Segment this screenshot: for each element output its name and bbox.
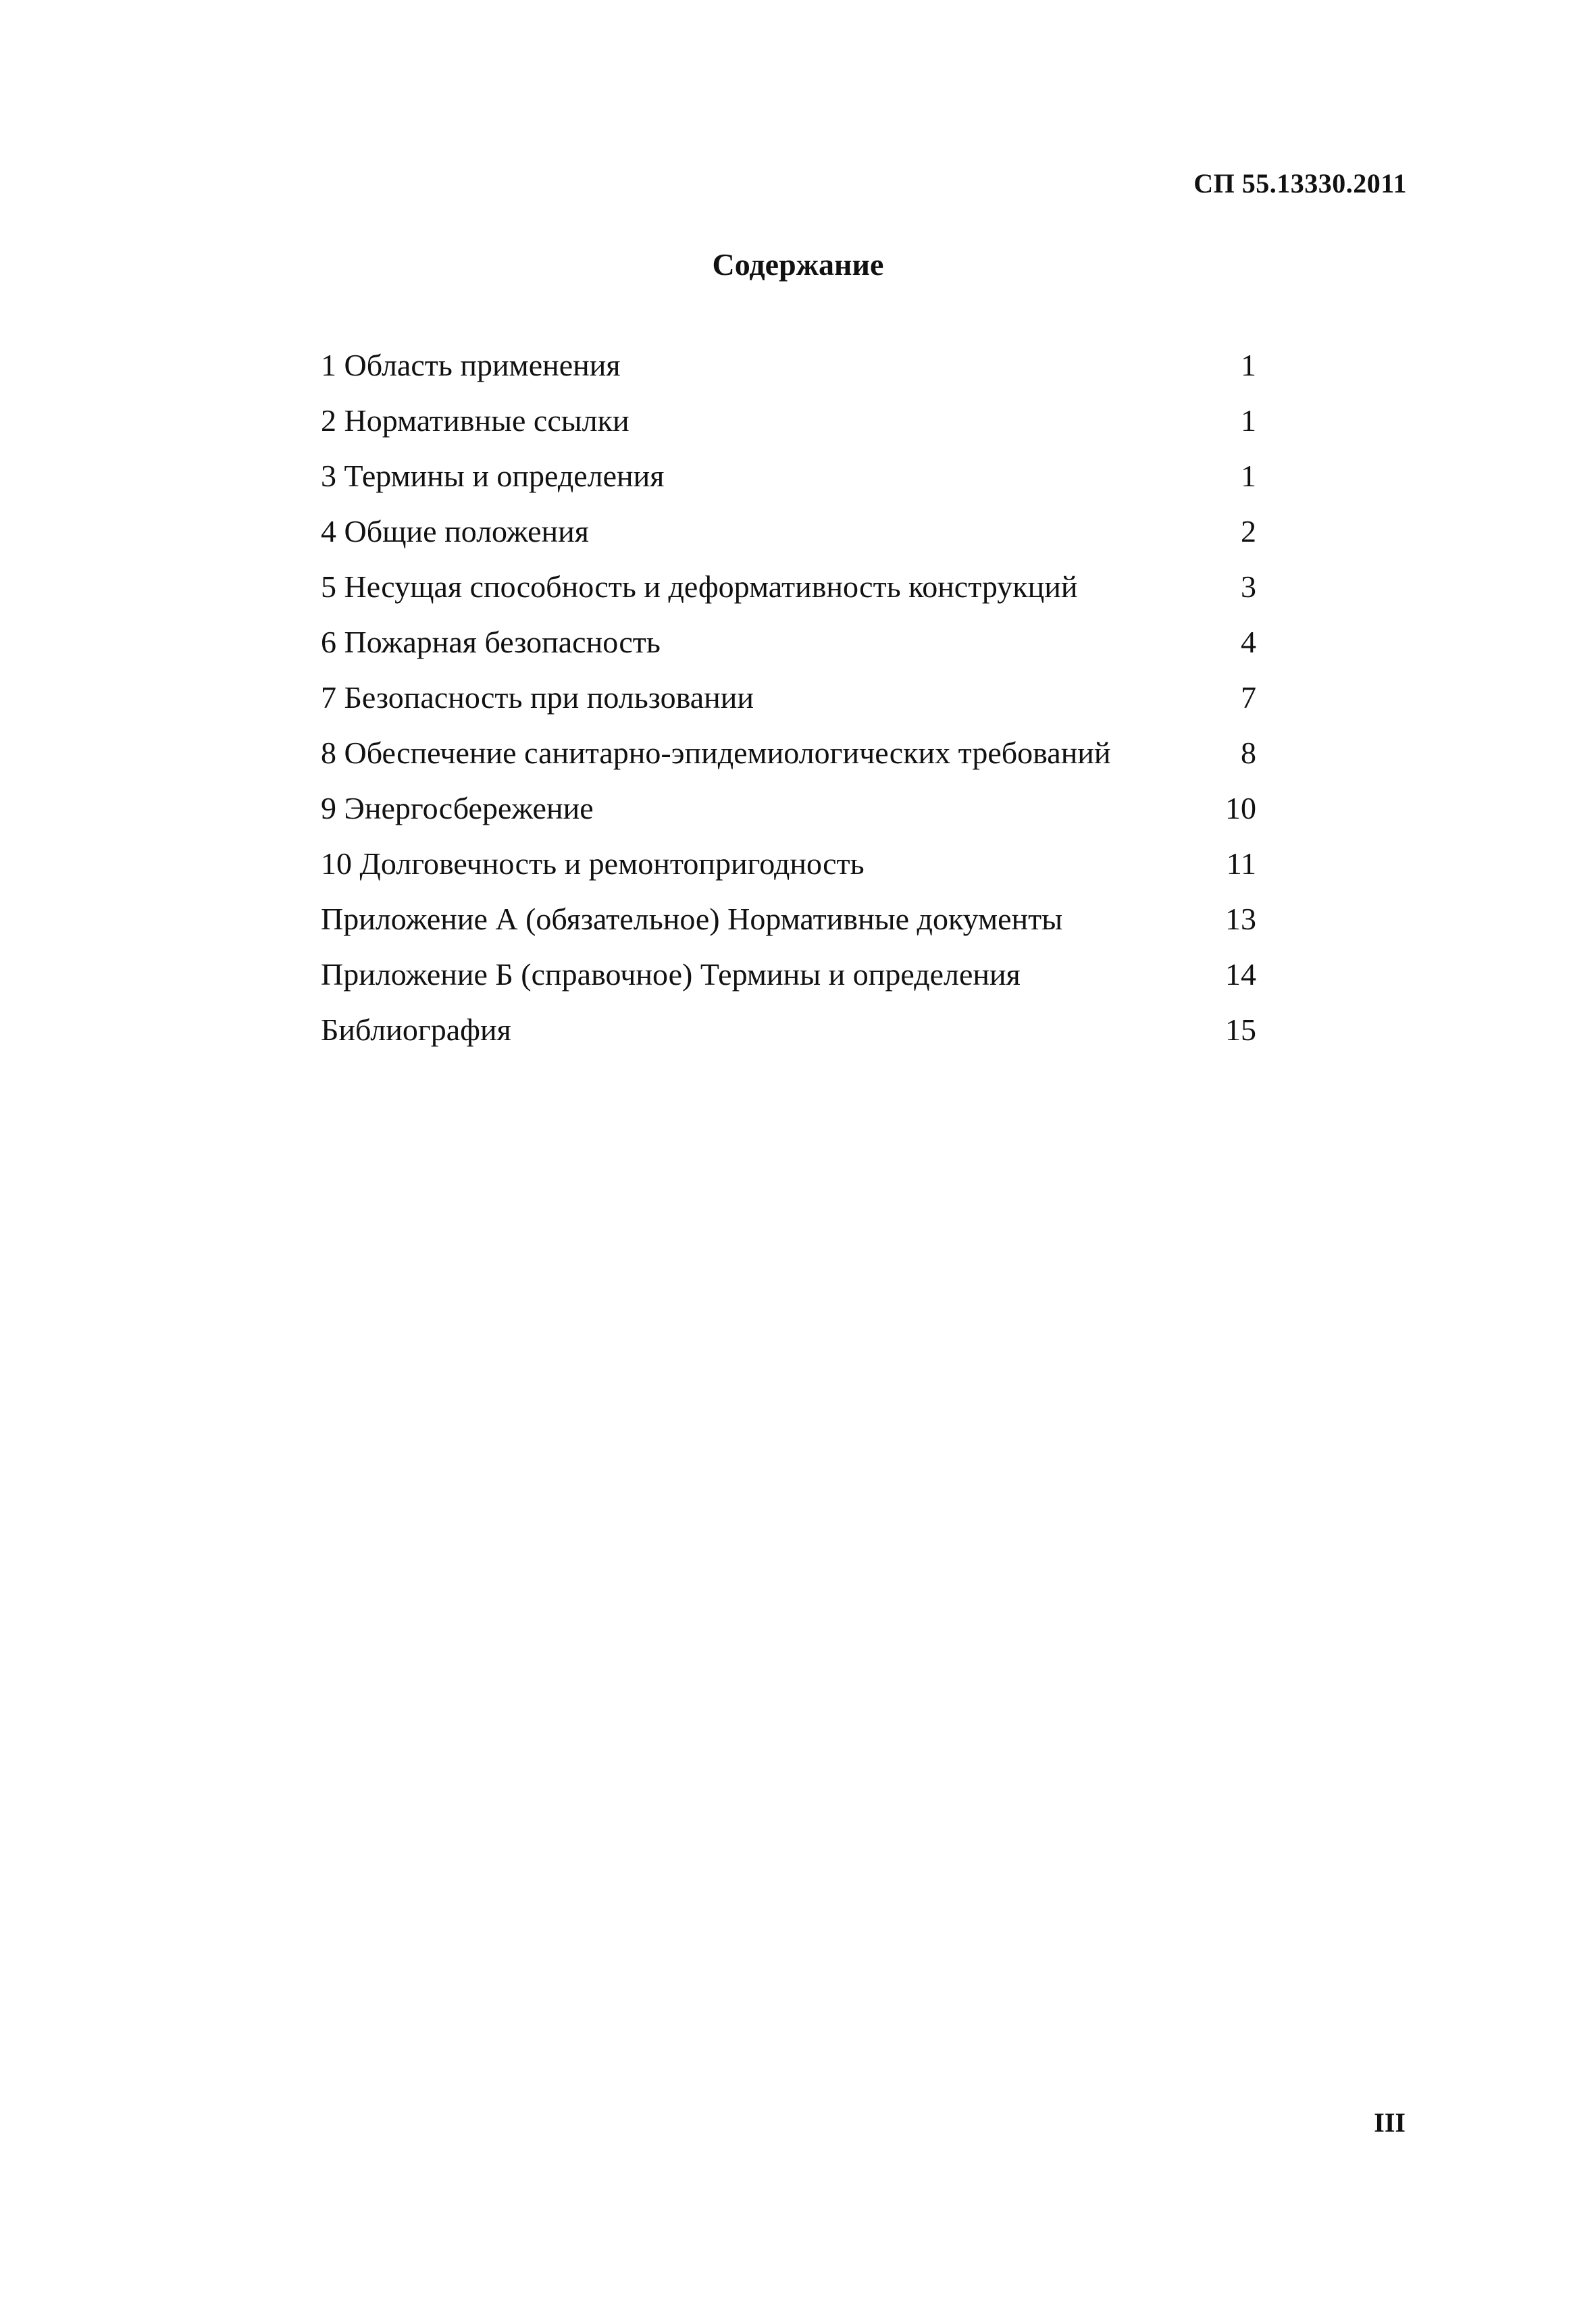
toc-entry-label: 1 Область применения — [321, 348, 621, 382]
toc-entry-appendix-b[interactable] — [321, 947, 1256, 1002]
toc-entry-page: 10 — [1225, 791, 1256, 825]
toc-entry-scope[interactable] — [321, 338, 1256, 393]
toc-title: Содержание — [712, 247, 884, 282]
toc-entry-page: 14 — [1225, 957, 1256, 992]
toc-entry-label: 7 Безопасность при пользовании — [321, 680, 754, 715]
toc-entry-use-safety[interactable] — [321, 670, 1256, 725]
toc-entry-label: 5 Несущая способность и деформативность конструкций — [321, 569, 1078, 604]
toc-entry-energy-saving[interactable] — [321, 781, 1256, 836]
toc-entry-label: 3 Термины и определения — [321, 459, 665, 493]
toc-entry-label: Приложение А (обязательное) Нормативные документы — [321, 902, 1063, 936]
document-code: СП 55.13330.2011 — [1193, 168, 1407, 199]
toc-entry-label: 10 Долговечность и ремонтопригодность — [321, 846, 865, 881]
toc-entry-fire-safety[interactable] — [321, 615, 1256, 670]
toc-entry-label: Приложение Б (справочное) Термины и определения — [321, 957, 1021, 992]
toc-entry-page: 4 — [1241, 625, 1256, 659]
toc-entry-bibliography[interactable] — [321, 1002, 1256, 1058]
toc-entry-label: 8 Обеспечение санитарно-эпидемиологических требований — [321, 736, 1111, 770]
toc-entry-page: 1 — [1241, 403, 1256, 438]
toc-entry-normative-references[interactable] — [321, 393, 1256, 448]
toc-entry-label: 6 Пожарная безопасность — [321, 625, 661, 659]
toc-entry-label: 2 Нормативные ссылки — [321, 403, 629, 438]
toc-entry-page: 8 — [1241, 736, 1256, 770]
toc-entry-terms-definitions[interactable] — [321, 448, 1256, 504]
toc-entry-general-provisions[interactable] — [321, 504, 1256, 559]
toc-entry-page: 13 — [1225, 902, 1256, 936]
toc-entry-page: 1 — [1241, 459, 1256, 493]
page-number: III — [1374, 2107, 1406, 2138]
toc-entry-page: 7 — [1241, 680, 1256, 715]
toc-entry-label: 4 Общие положения — [321, 514, 589, 548]
toc-entry-page: 11 — [1226, 846, 1256, 881]
toc-entry-page: 2 — [1241, 514, 1256, 548]
toc-entry-appendix-a[interactable] — [321, 892, 1256, 947]
toc-entry-durability[interactable] — [321, 836, 1256, 892]
toc-entry-bearing-capacity[interactable] — [321, 559, 1256, 615]
toc-entry-label: Библиография — [321, 1012, 511, 1047]
toc-entry-page: 3 — [1241, 569, 1256, 604]
table-of-contents — [321, 338, 1256, 1058]
toc-entry-page: 15 — [1225, 1012, 1256, 1047]
toc-entry-label: 9 Энергосбережение — [321, 791, 594, 825]
toc-entry-sanitary-requirements[interactable] — [321, 725, 1256, 781]
toc-entry-page: 1 — [1241, 348, 1256, 382]
